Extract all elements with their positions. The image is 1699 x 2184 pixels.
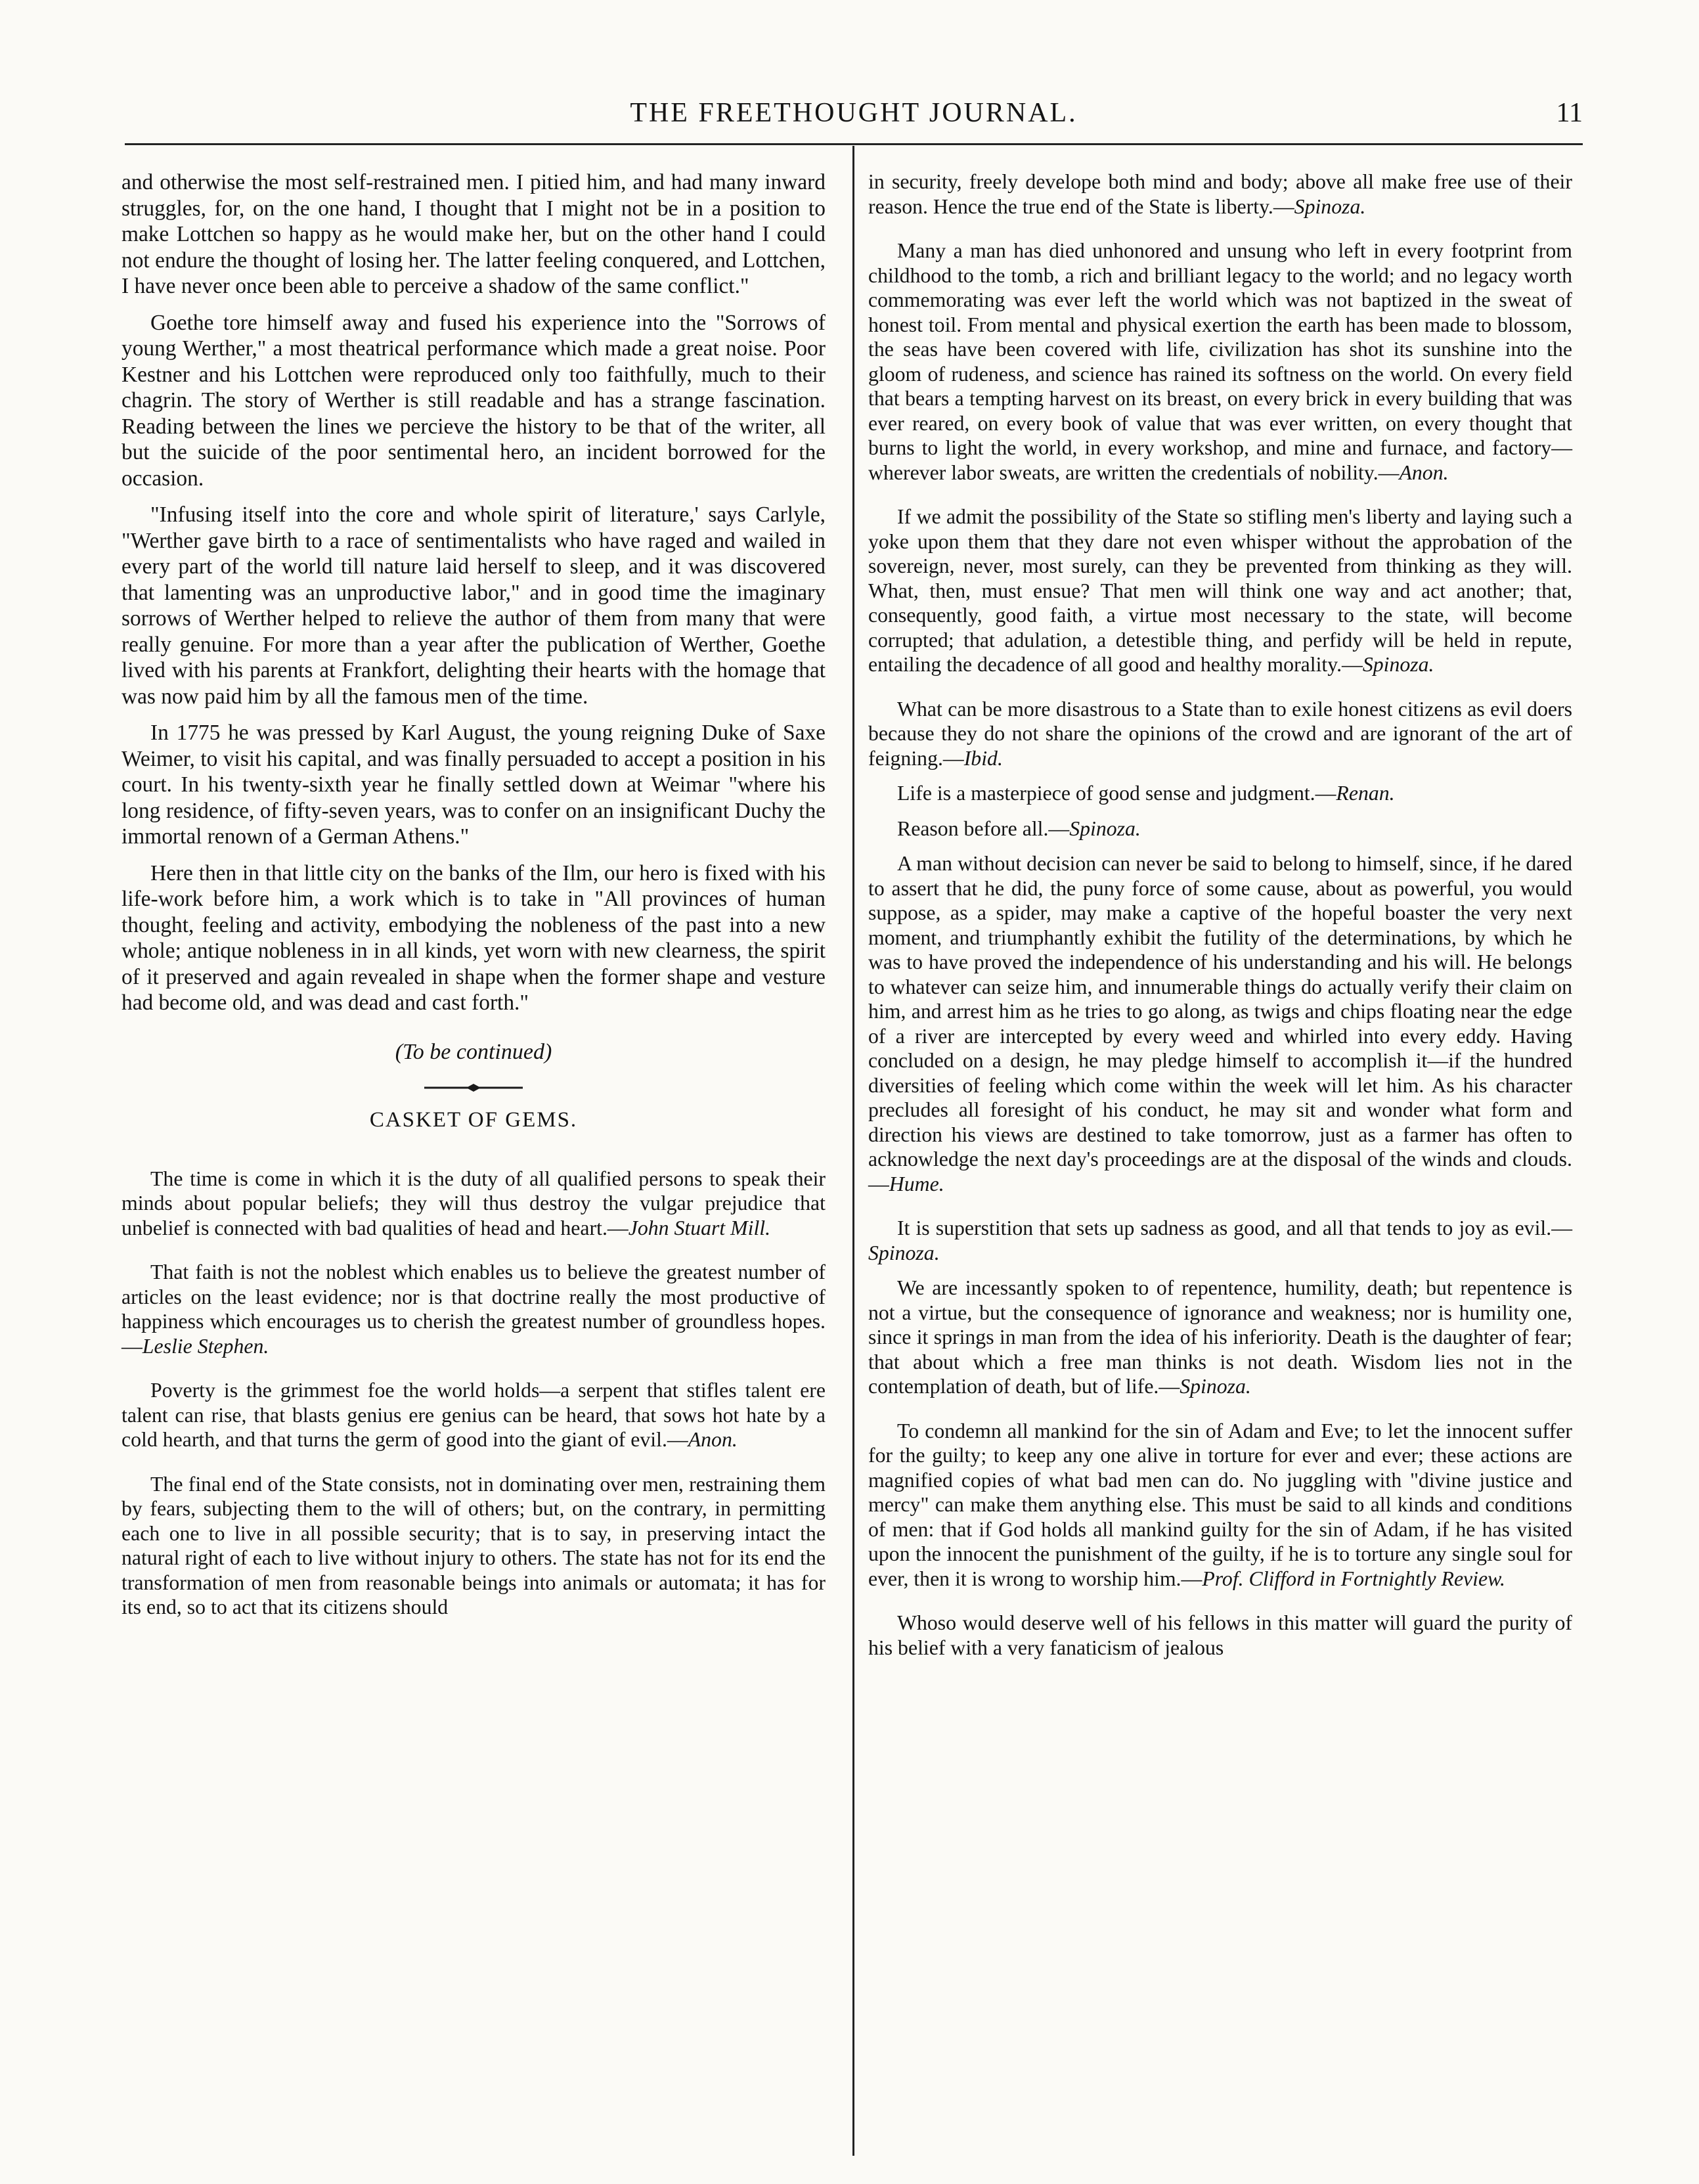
gem-quote	[868, 1419, 1572, 1592]
gem-text: Poverty is the grimmest foe the world holds—a serpent that stifles talent ere talent can rise, that blasts genius ere genius can be heard, that sows hot hate by a cold hearth, and that turns the germ of good into the giant of evil.—	[121, 1379, 826, 1451]
gem-quote	[868, 816, 1572, 841]
gem-author: Leslie Stephen.	[142, 1334, 269, 1358]
gem-quote	[868, 1216, 1572, 1265]
article-paragraph: Here then in that little city on the banks of the Ilm, our hero is fixed with his life-work before him, a work which is to take in "All provinces of human thought, feeling and activity, embodying the nobleness of the past into a new whole; antique nobleness in in all kinds, yet worn with new clearness, the spirit of it preserved and again revealed in shape when the former shape and vesture had become old, and was dead and cast forth."	[121, 860, 826, 1015]
gem-text: in security, freely develope both mind and body; above all make free use of their reason. Hence the true end of the State is liberty.—	[868, 170, 1572, 218]
header-rule	[125, 143, 1583, 145]
gem-quote	[868, 238, 1572, 485]
gem-quote	[868, 1611, 1572, 1660]
gem-quote	[868, 504, 1572, 677]
gem-text: Whoso would deserve well of his fellows in this matter will guard the purity of his belief with a very fanaticism of jealous	[868, 1611, 1572, 1659]
gem-author: Prof. Clifford in Fortnightly Review.	[1202, 1567, 1505, 1590]
gem-text: Many a man has died unhonored and unsung who left in every footprint from childhood to the tomb, a rich and brilliant legacy to the world; and no legacy worth commemorating was ever left the world which was not baptized in the sweat of honest toil. From mental and physical exertion the earth has been made to blossom, the seas have been covered with life, civilization has shot its sunshine into the gloom of rudeness, and science has rained its softness on the world. On every field that bears a tempting harvest on its breast, on every brick in every building that was ever reared, on every book of value that was ever written, on every thought that burns to light the world, in every workshop, and mine and furnace, and factory—wherever labor sweats, are written the credentials of nobility.—	[868, 239, 1572, 484]
page-header	[125, 97, 1583, 143]
right-column	[868, 169, 1572, 1670]
gem-author: Renan.	[1336, 782, 1395, 805]
gem-quote	[121, 1260, 826, 1358]
gem-text: Life is a masterpiece of good sense and judgment.—	[897, 782, 1336, 805]
gem-quote	[121, 1472, 826, 1620]
article-paragraph: In 1775 he was pressed by Karl August, the young reigning Duke of Saxe Weimer, to visit his capital, and was finally persuaded to accept a position in his court. In his twenty-sixth year he finally settled down at Weimar "where his long residence, of fifty-seven years, was to confer on an insignificant Duchy the immortal renown of a German Athens."	[121, 721, 826, 849]
page-number: 11	[1556, 98, 1583, 128]
left-column	[121, 169, 826, 1630]
gem-author: Hume.	[889, 1172, 944, 1195]
gem-text: What can be more disastrous to a State than to exile honest citizens as evil doers because they do not share the opinions of the crowd and are ignorant of the art of feigning.—	[868, 697, 1572, 770]
gem-author: Spinoza.	[868, 1241, 940, 1264]
gem-author: Spinoza.	[1069, 816, 1141, 840]
gem-text: Reason before all.—	[897, 816, 1070, 840]
gem-author: Anon.	[1399, 460, 1449, 484]
gem-quote	[121, 1378, 826, 1452]
article-paragraph: "Infusing itself into the core and whole spirit of literature,' says Carlyle, "Werther gave birth to a race of sentimentalists who have raged and wailed in every part of the world till nature laid herself to sleep, and it was discovered that lamenting was an unproductive labor," and in good time the imaginary sorrows of Werther helped to relieve the author of them from many that were really genuine. For more than a year after the publication of Werther, Goethe lived with his parents at Frankfort, delighting their hearts with the homage that was now paid him by all the famous men of the time.	[121, 502, 826, 709]
gem-quote	[868, 781, 1572, 806]
gem-text: The time is come in which it is the duty of all qualified persons to speak their minds about popular beliefs; they will thus destroy the vulgar prejudice that unbelief is connected with bad qualities of head and heart.—	[121, 1167, 826, 1239]
gem-quote	[868, 169, 1572, 219]
section-title: CASKET OF GEMS.	[369, 1107, 578, 1132]
gem-text: To condemn all mankind for the sin of Adam and Eve; to let the innocent suffer for the guilty; to keep any one alive in torture for ever and ever; these actions are magnified copies of what bad men can do. No juggling with "divine justice and mercy" can make them anything else. This must be said to all kinds and conditions of men: that if God holds all mankind guilty for the sin of Adam, if he has visited upon the innocent the punishment of the guilty, if he is to torture any single soul for ever, then it is wrong to worship him.—	[868, 1419, 1572, 1590]
gem-text: A man without decision can never be said to belong to himself, since, if he dared to assert that he did, the puny force of some cause, about as powerful, you would suppose, as a spider, may make a captive of the hopeful boaster the very next moment, and triumphantly exhibit the futility of the determinations, by which he was to have proved the independence of his understanding and his will. He belongs to whatever can seize him, and innumerable things do actually verify their claim on him, and arrest him as he tries to go along, as twigs and chips floating near the edge of a river are intercepted by every weed and whirled into every eddy. Having concluded on a design, he may pledge himself to accomplish it—if the hundred diversities of feeling which come within the week will let him. As his character precludes all foresight of his conduct, he may sit and wonder what form and direction his views are destined to take tomorrow, just as a farmer has often to acknowledge the next day's proceedings are at the disposal of the winds and clouds.—	[868, 852, 1572, 1195]
gem-quote	[868, 697, 1572, 771]
gem-author: John Stuart Mill.	[628, 1216, 771, 1239]
gem-author: Spinoza.	[1362, 653, 1434, 676]
gem-text: It is superstition that sets up sadness as good, and all that tends to joy as evil.—	[897, 1216, 1572, 1239]
section-divider-ornament	[424, 1083, 523, 1092]
gem-quote	[121, 1167, 826, 1241]
article-paragraph: Goethe tore himself away and fused his experience into the "Sorrows of young Werther," a most theatrical performance which made a great noise. Poor Kestner and his Lottchen were reproduced only too faithfully, much to their chagrin. The story of Werther is still readable and has a strange fascination. Reading between the lines we percieve the history to be that of the writer, all but the suicide of the poor sentimental hero, an incident borrowed for the occasion.	[121, 310, 826, 491]
gem-text: We are incessantly spoken to of repentence, humility, death; but repentence is not a virtue, but the consequence of ignorance and weakness; nor is humility one, since it springs in man from the idea of his inferiority. Death is the daughter of fear; that about which a free man thinks is not death. Wisdom lies not in the contemplation of death, but of life.—	[868, 1276, 1572, 1398]
gem-author: Spinoza.	[1294, 194, 1366, 218]
gem-author: Ibid.	[963, 746, 1003, 770]
gem-author: Anon.	[688, 1428, 738, 1451]
gem-text: The final end of the State consists, not in dominating over men, restraining them by fears, subjecting them to the will of others; but, on the contrary, in permitting each one to live in all possible security; that is to say, in preserving intact the natural right of each to live without injury to others. The state has not for its end the transformation of men from reasonable beings into animals or automata; it has for its end, so to act that its citizens should	[121, 1472, 826, 1618]
article-paragraph: and otherwise the most self-restrained men. I pitied him, and had many inward struggles, for, on the one hand, I thought that I might not be in a position to make Lottchen so happy as he would make her, but on the other hand I could not endure the thought of losing her. The latter feeling conquered, and Lottchen, I have never once been able to perceive a shadow of the same conflict."	[121, 170, 826, 298]
column-divider	[852, 146, 854, 2156]
gem-quote	[868, 851, 1572, 1196]
to-be-continued: (To be continued)	[395, 1039, 552, 1064]
journal-title: THE FREETHOUGHT JOURNAL.	[630, 98, 1078, 128]
gem-text: If we admit the possibility of the State so stifling men's liberty and laying such a yoke upon them that they dare not even whisper without the approbation of the sovereign, never, most surely, can they be prevented from thinking as they will. What, then, must ensue? That men will think one way and act another; that, consequently, good faith, a virtue most necessary to the state, will become corrupted; that adulation, a detestible thing, and perfidy will be held in repute, entailing the decadence of all good and healthy morality.—	[868, 505, 1572, 676]
gem-author: Spinoza.	[1180, 1375, 1251, 1398]
gem-text: That faith is not the noblest which enables us to believe the greatest number of articles on the least evidence; nor is that doctrine really the most productive of happiness which encourages us to cherish the greatest number of groundless hopes.—	[121, 1260, 826, 1358]
gem-quote	[868, 1276, 1572, 1399]
